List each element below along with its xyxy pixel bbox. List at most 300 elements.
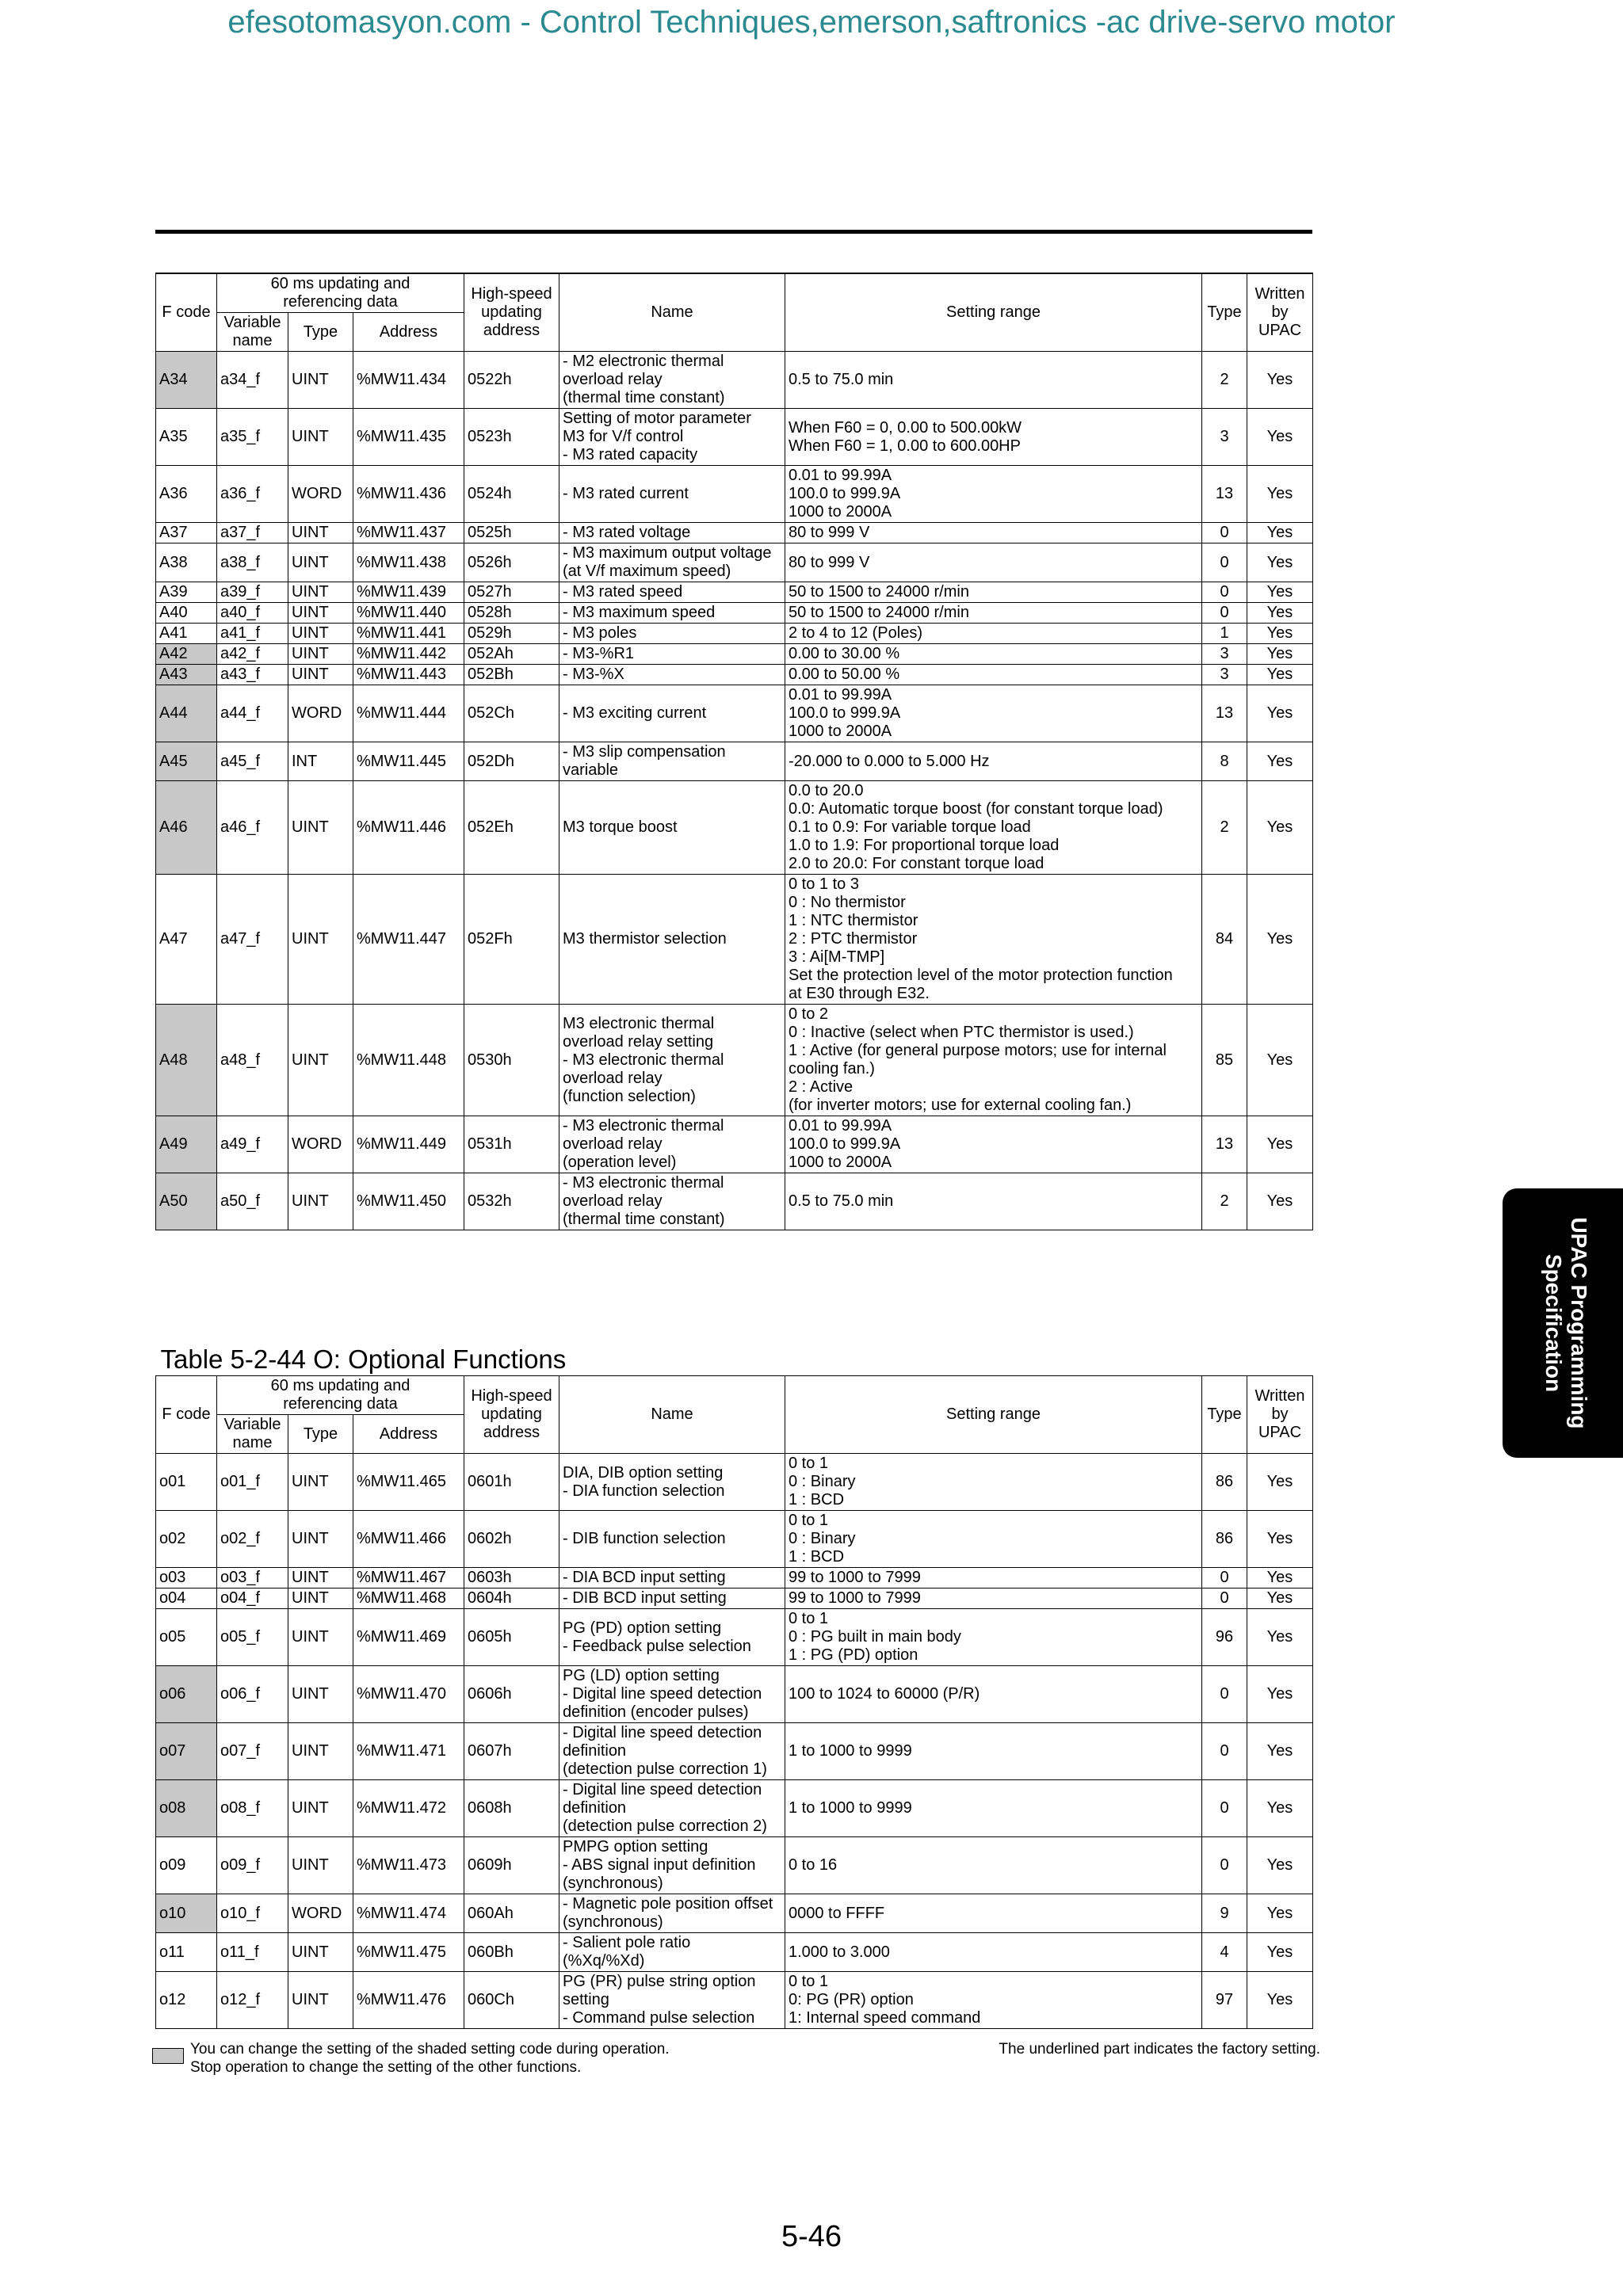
type-cell: UINT — [288, 409, 353, 466]
type-cell: WORD — [288, 685, 353, 742]
setting-range-cell: 2 to 4 to 12 (Poles) — [785, 624, 1202, 644]
variable-cell: o10_f — [217, 1894, 288, 1933]
col-high-speed: High-speed updating address — [464, 1376, 559, 1454]
name-cell: - M3 electronic thermal overload relay (thermal time constant) — [559, 1173, 785, 1230]
fcode-cell: o03 — [156, 1568, 217, 1589]
fcode-cell: o10 — [156, 1894, 217, 1933]
type-code-cell: 0 — [1202, 603, 1247, 624]
table-row — [156, 624, 1313, 644]
col-var-type: Type — [288, 1415, 353, 1454]
written-cell: Yes — [1247, 1894, 1313, 1933]
table-row — [156, 523, 1313, 543]
fcode-cell: A36 — [156, 466, 217, 523]
high-speed-cell: 0609h — [464, 1837, 559, 1894]
variable-cell: o12_f — [217, 1972, 288, 2029]
variable-cell: a49_f — [217, 1116, 288, 1173]
fcode-cell: A41 — [156, 624, 217, 644]
type-cell: INT — [288, 742, 353, 781]
variable-cell: a46_f — [217, 781, 288, 875]
written-cell: Yes — [1247, 582, 1313, 603]
table-row — [156, 1568, 1313, 1589]
name-cell: - Salient pole ratio (%Xq/%Xd) — [559, 1933, 785, 1972]
address-cell: %MW11.466 — [353, 1511, 464, 1568]
name-cell: - Digital line speed detection definition (detection pulse correction 1) — [559, 1723, 785, 1780]
table-row — [156, 466, 1313, 523]
variable-cell: a36_f — [217, 466, 288, 523]
address-cell: %MW11.445 — [353, 742, 464, 781]
written-cell: Yes — [1247, 523, 1313, 543]
col-type: Type — [1202, 273, 1247, 352]
table-row — [156, 1589, 1313, 1609]
high-speed-cell: 0604h — [464, 1589, 559, 1609]
written-cell: Yes — [1247, 1173, 1313, 1230]
type-cell: UINT — [288, 1609, 353, 1666]
variable-cell: a40_f — [217, 603, 288, 624]
name-cell: - DIB function selection — [559, 1511, 785, 1568]
type-code-cell: 2 — [1202, 781, 1247, 875]
col-group-header: 60 ms updating and referencing data — [217, 1376, 464, 1415]
name-cell: - DIB BCD input setting — [559, 1589, 785, 1609]
type-code-cell: 4 — [1202, 1933, 1247, 1972]
setting-range-cell: -20.000 to 0.000 to 5.000 Hz — [785, 742, 1202, 781]
variable-cell: a43_f — [217, 665, 288, 685]
name-cell: - M3 maximum speed — [559, 603, 785, 624]
high-speed-cell: 060Ah — [464, 1894, 559, 1933]
type-code-cell: 13 — [1202, 466, 1247, 523]
written-cell: Yes — [1247, 352, 1313, 409]
written-cell: Yes — [1247, 1568, 1313, 1589]
setting-range-cell: 0.5 to 75.0 min — [785, 1173, 1202, 1230]
type-cell: UINT — [288, 875, 353, 1005]
type-cell: UINT — [288, 1005, 353, 1116]
written-cell: Yes — [1247, 1116, 1313, 1173]
written-cell: Yes — [1247, 603, 1313, 624]
site-banner: efesotomasyon.com - Control Techniques,emerson,saftronics -ac drive-servo motor — [227, 5, 1396, 40]
type-cell: UINT — [288, 1589, 353, 1609]
written-cell: Yes — [1247, 1972, 1313, 2029]
table-row — [156, 1454, 1313, 1511]
variable-cell: o11_f — [217, 1933, 288, 1972]
type-cell: WORD — [288, 1116, 353, 1173]
type-code-cell: 0 — [1202, 543, 1247, 582]
type-code-cell: 3 — [1202, 644, 1247, 665]
table-row — [156, 1666, 1313, 1723]
name-cell: PG (LD) option setting - Digital line speed detection definition (encoder pulses) — [559, 1666, 785, 1723]
type-cell: UINT — [288, 1837, 353, 1894]
type-cell: UINT — [288, 523, 353, 543]
high-speed-cell: 0522h — [464, 352, 559, 409]
type-code-cell: 3 — [1202, 665, 1247, 685]
high-speed-cell: 0601h — [464, 1454, 559, 1511]
written-cell: Yes — [1247, 624, 1313, 644]
table-row — [156, 1609, 1313, 1666]
written-cell: Yes — [1247, 1454, 1313, 1511]
address-cell: %MW11.448 — [353, 1005, 464, 1116]
name-cell: Setting of motor parameter M3 for V/f control - M3 rated capacity — [559, 409, 785, 466]
written-cell: Yes — [1247, 1780, 1313, 1837]
page-number: 5-46 — [781, 2220, 842, 2253]
table-row — [156, 1972, 1313, 2029]
name-cell: - Magnetic pole position offset (synchronous) — [559, 1894, 785, 1933]
written-cell: Yes — [1247, 1511, 1313, 1568]
type-code-cell: 0 — [1202, 523, 1247, 543]
name-cell: PG (PD) option setting - Feedback pulse selection — [559, 1609, 785, 1666]
written-cell: Yes — [1247, 875, 1313, 1005]
address-cell: %MW11.475 — [353, 1933, 464, 1972]
type-code-cell: 0 — [1202, 1837, 1247, 1894]
written-cell: Yes — [1247, 1933, 1313, 1972]
setting-range-cell: 0.01 to 99.99A 100.0 to 999.9A 1000 to 2000A — [785, 1116, 1202, 1173]
variable-cell: o01_f — [217, 1454, 288, 1511]
address-cell: %MW11.446 — [353, 781, 464, 875]
type-code-cell: 3 — [1202, 409, 1247, 466]
type-cell: UINT — [288, 1511, 353, 1568]
table-row — [156, 875, 1313, 1005]
setting-range-cell: 0 to 1 0: PG (PR) option 1: Internal speed command — [785, 1972, 1202, 2029]
type-code-cell: 0 — [1202, 1780, 1247, 1837]
variable-cell: a37_f — [217, 523, 288, 543]
written-cell: Yes — [1247, 742, 1313, 781]
col-address: Address — [353, 313, 464, 352]
setting-range-cell: 0.5 to 75.0 min — [785, 352, 1202, 409]
high-speed-cell: 0607h — [464, 1723, 559, 1780]
variable-cell: o08_f — [217, 1780, 288, 1837]
type-code-cell: 0 — [1202, 1568, 1247, 1589]
high-speed-cell: 060Bh — [464, 1933, 559, 1972]
table-row — [156, 1837, 1313, 1894]
type-cell: UINT — [288, 1933, 353, 1972]
setting-range-cell: 50 to 1500 to 24000 r/min — [785, 603, 1202, 624]
written-cell: Yes — [1247, 665, 1313, 685]
high-speed-cell: 060Ch — [464, 1972, 559, 2029]
col-fcode: F code — [156, 273, 217, 352]
col-high-speed: High-speed updating address — [464, 273, 559, 352]
variable-cell: a38_f — [217, 543, 288, 582]
address-cell: %MW11.472 — [353, 1780, 464, 1837]
type-cell: WORD — [288, 1894, 353, 1933]
fcode-cell: A49 — [156, 1116, 217, 1173]
setting-range-cell: 0 to 2 0 : Inactive (select when PTC thermistor is used.) 1 : Active (for general purpose motors; use for internal cooling fan.) 2 : Active (for inverter motors; use for external cooling fan.) — [785, 1005, 1202, 1116]
variable-cell: a42_f — [217, 644, 288, 665]
type-code-cell: 13 — [1202, 1116, 1247, 1173]
type-cell: UINT — [288, 644, 353, 665]
variable-cell: a50_f — [217, 1173, 288, 1230]
type-cell: UINT — [288, 1972, 353, 2029]
motor-parameter-rows — [156, 352, 1313, 1230]
name-cell: M3 torque boost — [559, 781, 785, 875]
name-cell: M3 thermistor selection — [559, 875, 785, 1005]
col-name: Name — [559, 273, 785, 352]
high-speed-cell: 0529h — [464, 624, 559, 644]
name-cell: M3 electronic thermal overload relay setting - M3 electronic thermal overload relay (function selection) — [559, 1005, 785, 1116]
shaded-legend-swatch — [152, 2048, 184, 2064]
col-written: Written by UPAC — [1247, 1376, 1313, 1454]
type-cell: UINT — [288, 665, 353, 685]
shaded-legend-note: You can change the setting of the shaded setting code during operation. Stop operation to change the setting of the other functions. — [190, 2041, 670, 2076]
variable-cell: o04_f — [217, 1589, 288, 1609]
address-cell: %MW11.476 — [353, 1972, 464, 2029]
name-cell: PMPG option setting - ABS signal input definition (synchronous) — [559, 1837, 785, 1894]
type-cell: UINT — [288, 1780, 353, 1837]
name-cell: - M3-%R1 — [559, 644, 785, 665]
setting-range-cell: 0.01 to 99.99A 100.0 to 999.9A 1000 to 2000A — [785, 466, 1202, 523]
type-code-cell: 8 — [1202, 742, 1247, 781]
table-row — [156, 1005, 1313, 1116]
high-speed-cell: 0602h — [464, 1511, 559, 1568]
fcode-cell: A37 — [156, 523, 217, 543]
setting-range-cell: 1 to 1000 to 9999 — [785, 1723, 1202, 1780]
address-cell: %MW11.437 — [353, 523, 464, 543]
table-row — [156, 409, 1313, 466]
type-cell: UINT — [288, 543, 353, 582]
variable-cell: a45_f — [217, 742, 288, 781]
table-row — [156, 685, 1313, 742]
address-cell: %MW11.439 — [353, 582, 464, 603]
written-cell: Yes — [1247, 1005, 1313, 1116]
high-speed-cell: 0526h — [464, 543, 559, 582]
fcode-cell: A40 — [156, 603, 217, 624]
high-speed-cell: 0527h — [464, 582, 559, 603]
type-code-cell: 86 — [1202, 1511, 1247, 1568]
variable-cell: a44_f — [217, 685, 288, 742]
col-variable: Variable name — [217, 1415, 288, 1454]
fcode-cell: o01 — [156, 1454, 217, 1511]
type-cell: UINT — [288, 624, 353, 644]
name-cell: - M3 rated current — [559, 466, 785, 523]
name-cell: - DIA BCD input setting — [559, 1568, 785, 1589]
type-code-cell: 86 — [1202, 1454, 1247, 1511]
address-cell: %MW11.468 — [353, 1589, 464, 1609]
address-cell: %MW11.449 — [353, 1116, 464, 1173]
type-cell: UINT — [288, 582, 353, 603]
high-speed-cell: 052Fh — [464, 875, 559, 1005]
setting-range-cell: 80 to 999 V — [785, 523, 1202, 543]
table-row — [156, 1933, 1313, 1972]
type-cell: UINT — [288, 1568, 353, 1589]
high-speed-cell: 052Ah — [464, 644, 559, 665]
fcode-cell: A42 — [156, 644, 217, 665]
type-cell: UINT — [288, 1173, 353, 1230]
address-cell: %MW11.467 — [353, 1568, 464, 1589]
col-setting-range: Setting range — [785, 273, 1202, 352]
table-row — [156, 1511, 1313, 1568]
high-speed-cell: 052Ch — [464, 685, 559, 742]
written-cell: Yes — [1247, 1666, 1313, 1723]
fcode-cell: A46 — [156, 781, 217, 875]
high-speed-cell: 0605h — [464, 1609, 559, 1666]
table-row — [156, 781, 1313, 875]
underline-legend-note: The underlined part indicates the factory setting. — [999, 2041, 1320, 2058]
fcode-cell: o12 — [156, 1972, 217, 2029]
fcode-cell: A39 — [156, 582, 217, 603]
table-row — [156, 582, 1313, 603]
name-cell: - M3 poles — [559, 624, 785, 644]
address-cell: %MW11.473 — [353, 1837, 464, 1894]
high-speed-cell: 0531h — [464, 1116, 559, 1173]
address-cell: %MW11.447 — [353, 875, 464, 1005]
high-speed-cell: 052Eh — [464, 781, 559, 875]
name-cell: - M2 electronic thermal overload relay (thermal time constant) — [559, 352, 785, 409]
address-cell: %MW11.450 — [353, 1173, 464, 1230]
address-cell: %MW11.442 — [353, 644, 464, 665]
name-cell: - M3 rated speed — [559, 582, 785, 603]
setting-range-cell: 0 to 1 0 : Binary 1 : BCD — [785, 1454, 1202, 1511]
name-cell: - M3 rated voltage — [559, 523, 785, 543]
section-side-tab — [1503, 1188, 1623, 1458]
high-speed-cell: 0528h — [464, 603, 559, 624]
optional-function-rows — [156, 1454, 1313, 2029]
variable-cell: o02_f — [217, 1511, 288, 1568]
setting-range-cell: 0000 to FFFF — [785, 1894, 1202, 1933]
col-group-header: 60 ms updating and referencing data — [217, 273, 464, 313]
high-speed-cell: 0608h — [464, 1780, 559, 1837]
col-setting-range: Setting range — [785, 1376, 1202, 1454]
setting-range-cell: 100 to 1024 to 60000 (P/R) — [785, 1666, 1202, 1723]
setting-range-cell: 0 to 1 0 : Binary 1 : BCD — [785, 1511, 1202, 1568]
fcode-cell: A43 — [156, 665, 217, 685]
variable-cell: a48_f — [217, 1005, 288, 1116]
table-row — [156, 1894, 1313, 1933]
variable-cell: a39_f — [217, 582, 288, 603]
written-cell: Yes — [1247, 1589, 1313, 1609]
address-cell: %MW11.440 — [353, 603, 464, 624]
written-cell: Yes — [1247, 409, 1313, 466]
high-speed-cell: 052Bh — [464, 665, 559, 685]
type-code-cell: 85 — [1202, 1005, 1247, 1116]
high-speed-cell: 0603h — [464, 1568, 559, 1589]
col-variable: Variable name — [217, 313, 288, 352]
table-row — [156, 742, 1313, 781]
variable-cell: o05_f — [217, 1609, 288, 1666]
address-cell: %MW11.444 — [353, 685, 464, 742]
header-rule — [155, 230, 1312, 234]
setting-range-cell: 0 to 16 — [785, 1837, 1202, 1894]
setting-range-cell: 50 to 1500 to 24000 r/min — [785, 582, 1202, 603]
table-row — [156, 1780, 1313, 1837]
type-code-cell: 0 — [1202, 582, 1247, 603]
name-cell: - M3 electronic thermal overload relay (operation level) — [559, 1116, 785, 1173]
type-code-cell: 13 — [1202, 685, 1247, 742]
setting-range-cell: 99 to 1000 to 7999 — [785, 1589, 1202, 1609]
address-cell: %MW11.471 — [353, 1723, 464, 1780]
type-code-cell: 9 — [1202, 1894, 1247, 1933]
written-cell: Yes — [1247, 1723, 1313, 1780]
variable-cell: a41_f — [217, 624, 288, 644]
setting-range-cell: 0.00 to 50.00 % — [785, 665, 1202, 685]
motor-parameter-table — [155, 273, 1313, 1230]
fcode-cell: A38 — [156, 543, 217, 582]
variable-cell: a34_f — [217, 352, 288, 409]
setting-range-cell: 0.0 to 20.0 0.0: Automatic torque boost (for constant torque load) 0.1 to 0.9: For variable torque load 1.0 to 1.9: For proportional torque load 2.0 to 20.0: For constant torque load — [785, 781, 1202, 875]
type-code-cell: 0 — [1202, 1666, 1247, 1723]
name-cell: DIA, DIB option setting - DIA function selection — [559, 1454, 785, 1511]
col-name: Name — [559, 1376, 785, 1454]
type-code-cell: 97 — [1202, 1972, 1247, 2029]
name-cell: PG (PR) pulse string option setting - Command pulse selection — [559, 1972, 785, 2029]
setting-range-cell: 0.00 to 30.00 % — [785, 644, 1202, 665]
table-row — [156, 1723, 1313, 1780]
col-type: Type — [1202, 1376, 1247, 1454]
col-address: Address — [353, 1415, 464, 1454]
fcode-cell: o04 — [156, 1589, 217, 1609]
table-caption: Table 5-2-44 O: Optional Functions — [160, 1345, 567, 1374]
written-cell: Yes — [1247, 1837, 1313, 1894]
fcode-cell: o11 — [156, 1933, 217, 1972]
type-code-cell: 1 — [1202, 624, 1247, 644]
fcode-cell: o07 — [156, 1723, 217, 1780]
high-speed-cell: 0532h — [464, 1173, 559, 1230]
high-speed-cell: 0524h — [464, 466, 559, 523]
setting-range-cell: 80 to 999 V — [785, 543, 1202, 582]
type-cell: UINT — [288, 1454, 353, 1511]
name-cell: - M3-%X — [559, 665, 785, 685]
setting-range-cell: 1.000 to 3.000 — [785, 1933, 1202, 1972]
address-cell: %MW11.465 — [353, 1454, 464, 1511]
name-cell: - M3 slip compensation variable — [559, 742, 785, 781]
setting-range-cell: 0.01 to 99.99A 100.0 to 999.9A 1000 to 2000A — [785, 685, 1202, 742]
type-code-cell: 84 — [1202, 875, 1247, 1005]
fcode-cell: o06 — [156, 1666, 217, 1723]
type-code-cell: 96 — [1202, 1609, 1247, 1666]
variable-cell: o06_f — [217, 1666, 288, 1723]
col-fcode: F code — [156, 1376, 217, 1454]
type-code-cell: 2 — [1202, 1173, 1247, 1230]
type-cell: WORD — [288, 466, 353, 523]
type-cell: UINT — [288, 781, 353, 875]
setting-range-cell: 99 to 1000 to 7999 — [785, 1568, 1202, 1589]
fcode-cell: A35 — [156, 409, 217, 466]
address-cell: %MW11.434 — [353, 352, 464, 409]
address-cell: %MW11.436 — [353, 466, 464, 523]
fcode-cell: o05 — [156, 1609, 217, 1666]
table-row — [156, 665, 1313, 685]
type-code-cell: 0 — [1202, 1589, 1247, 1609]
written-cell: Yes — [1247, 685, 1313, 742]
fcode-cell: o02 — [156, 1511, 217, 1568]
variable-cell: o03_f — [217, 1568, 288, 1589]
type-cell: UINT — [288, 603, 353, 624]
address-cell: %MW11.474 — [353, 1894, 464, 1933]
optional-functions-table — [155, 1345, 1313, 2029]
written-cell: Yes — [1247, 781, 1313, 875]
name-cell: - M3 exciting current — [559, 685, 785, 742]
side-tab-label: UPAC Programming Specification — [1541, 1217, 1591, 1429]
address-cell: %MW11.470 — [353, 1666, 464, 1723]
setting-range-cell: When F60 = 0, 0.00 to 500.00kW When F60 = 1, 0.00 to 600.00HP — [785, 409, 1202, 466]
col-var-type: Type — [288, 313, 353, 352]
high-speed-cell: 052Dh — [464, 742, 559, 781]
address-cell: %MW11.469 — [353, 1609, 464, 1666]
high-speed-cell: 0525h — [464, 523, 559, 543]
col-written: Written by UPAC — [1247, 273, 1313, 352]
variable-cell: a47_f — [217, 875, 288, 1005]
variable-cell: a35_f — [217, 409, 288, 466]
setting-range-cell: 0 to 1 0 : PG built in main body 1 : PG (PD) option — [785, 1609, 1202, 1666]
fcode-cell: o09 — [156, 1837, 217, 1894]
type-code-cell: 2 — [1202, 352, 1247, 409]
variable-cell: o07_f — [217, 1723, 288, 1780]
table-row — [156, 543, 1313, 582]
address-cell: %MW11.443 — [353, 665, 464, 685]
type-code-cell: 0 — [1202, 1723, 1247, 1780]
fcode-cell: A44 — [156, 685, 217, 742]
address-cell: %MW11.441 — [353, 624, 464, 644]
fcode-cell: A47 — [156, 875, 217, 1005]
address-cell: %MW11.438 — [353, 543, 464, 582]
table-row — [156, 1173, 1313, 1230]
high-speed-cell: 0606h — [464, 1666, 559, 1723]
fcode-cell: A34 — [156, 352, 217, 409]
